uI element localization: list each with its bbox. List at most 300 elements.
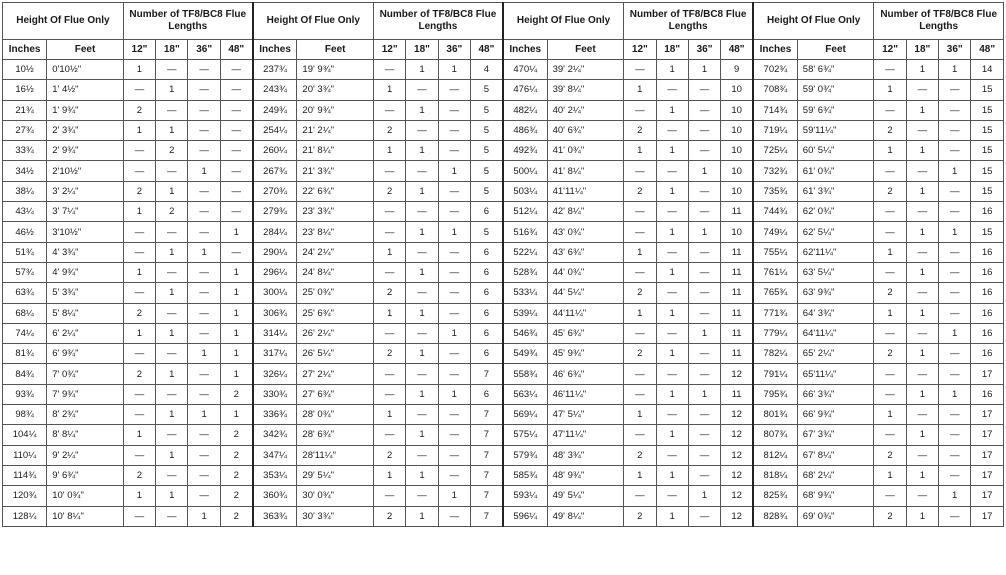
count-48-cell: 16	[971, 262, 1004, 282]
count-36-cell: —	[438, 425, 470, 445]
count-48-cell: 7	[471, 445, 503, 465]
count-12-cell: —	[123, 161, 155, 181]
count-12-cell: 1	[123, 486, 155, 506]
feet-cell: 41'11¼"	[547, 181, 624, 201]
count-18-cell: 1	[906, 425, 938, 445]
count-36-cell: —	[188, 323, 220, 343]
table-row	[3, 445, 1004, 465]
count-48-cell: 2	[220, 425, 252, 445]
count-48-cell: 12	[721, 486, 753, 506]
feet-cell: 24' 2¼"	[297, 242, 374, 262]
count-36-cell: 1	[438, 486, 470, 506]
feet-cell: 10' 8¼"	[47, 506, 124, 526]
inches-cell: 353¼	[253, 465, 297, 485]
count-18-cell: —	[906, 445, 938, 465]
count-36-cell: —	[438, 80, 470, 100]
inches-cell: 755¼	[753, 242, 797, 262]
count-18-cell: —	[156, 100, 188, 120]
count-18-cell: —	[906, 242, 938, 262]
feet-cell: 40' 2¼"	[547, 100, 624, 120]
feet-cell: 28' 6¾"	[297, 425, 374, 445]
flue-lengths-header: Number of TF8/BC8 Flue Lengths	[373, 3, 502, 40]
table-row	[3, 80, 1004, 100]
count-36-cell: 1	[939, 161, 971, 181]
count-48-cell: —	[220, 120, 252, 140]
count-12-cell: —	[373, 222, 405, 242]
length-12-header: 12"	[373, 40, 405, 60]
count-48-cell: 10	[721, 100, 753, 120]
count-12-cell: 2	[874, 445, 906, 465]
count-12-cell: —	[373, 161, 405, 181]
feet-cell: 21' 3¾"	[297, 161, 374, 181]
inches-cell: 104¼	[3, 425, 47, 445]
length-36-header: 36"	[939, 40, 971, 60]
feet-cell: 30' 3¾"	[297, 506, 374, 526]
inches-cell: 765¾	[753, 283, 797, 303]
count-36-cell: —	[688, 506, 720, 526]
count-48-cell: 15	[971, 181, 1004, 201]
inches-cell: 825¾	[753, 486, 797, 506]
header-row-columns	[3, 40, 1004, 60]
count-36-cell: —	[188, 202, 220, 222]
feet-cell: 40' 6¾"	[547, 120, 624, 140]
count-36-cell: —	[939, 364, 971, 384]
inches-cell: 719¼	[753, 120, 797, 140]
inches-cell: 782¼	[753, 344, 797, 364]
count-18-cell: —	[906, 161, 938, 181]
inches-cell: 744¾	[753, 202, 797, 222]
inches-cell: 68¼	[3, 303, 47, 323]
feet-cell: 25' 0¾"	[297, 283, 374, 303]
count-36-cell: —	[438, 100, 470, 120]
inches-cell: 749¼	[753, 222, 797, 242]
count-36-cell: —	[188, 60, 220, 80]
count-48-cell: 6	[471, 384, 503, 404]
count-18-cell: 1	[406, 100, 438, 120]
count-48-cell: 16	[971, 384, 1004, 404]
inches-cell: 579¾	[503, 445, 547, 465]
count-18-cell: —	[906, 323, 938, 343]
count-18-cell: —	[406, 486, 438, 506]
inches-cell: 16½	[3, 80, 47, 100]
count-18-cell: 1	[656, 181, 688, 201]
count-18-cell: —	[156, 60, 188, 80]
feet-cell: 3' 7¼"	[47, 202, 124, 222]
feet-cell: 62' 0¾"	[797, 202, 874, 222]
feet-cell: 30' 0¾"	[297, 486, 374, 506]
count-36-cell: —	[438, 120, 470, 140]
count-48-cell: 4	[471, 60, 503, 80]
count-12-cell: —	[874, 364, 906, 384]
count-48-cell: 17	[971, 465, 1004, 485]
inches-cell: 801¾	[753, 405, 797, 425]
count-12-cell: 1	[123, 425, 155, 445]
count-36-cell: —	[939, 100, 971, 120]
height-of-flue-header: Height Of Flue Only	[503, 3, 624, 40]
count-36-cell: —	[939, 141, 971, 161]
feet-cell: 7' 9¾"	[47, 384, 124, 404]
count-36-cell: —	[188, 120, 220, 140]
table-row	[3, 425, 1004, 445]
table-row	[3, 283, 1004, 303]
inches-cell: 546¾	[503, 323, 547, 343]
count-18-cell: 1	[906, 303, 938, 323]
feet-cell: 3' 2¼"	[47, 181, 124, 201]
count-48-cell: 16	[971, 303, 1004, 323]
table-row	[3, 161, 1004, 181]
count-12-cell: —	[373, 364, 405, 384]
feet-cell: 67' 3¾"	[797, 425, 874, 445]
count-48-cell: 5	[471, 120, 503, 140]
count-48-cell: 12	[721, 506, 753, 526]
inches-cell: 330¾	[253, 384, 297, 404]
length-12-header: 12"	[123, 40, 155, 60]
count-48-cell: 6	[471, 344, 503, 364]
count-36-cell: —	[939, 445, 971, 465]
table-body	[3, 60, 1004, 527]
feet-header: Feet	[297, 40, 374, 60]
count-48-cell: 1	[220, 323, 252, 343]
table-row	[3, 323, 1004, 343]
count-12-cell: 2	[123, 364, 155, 384]
length-12-header: 12"	[624, 40, 656, 60]
flue-lengths-header: Number of TF8/BC8 Flue Lengths	[624, 3, 753, 40]
count-36-cell: —	[188, 80, 220, 100]
count-18-cell: 1	[406, 141, 438, 161]
count-18-cell: —	[406, 80, 438, 100]
count-36-cell: —	[438, 465, 470, 485]
length-18-header: 18"	[906, 40, 938, 60]
count-48-cell: 17	[971, 425, 1004, 445]
count-36-cell: —	[688, 120, 720, 140]
feet-cell: 3'10½"	[47, 222, 124, 242]
inches-cell: 779¼	[753, 323, 797, 343]
count-36-cell: 1	[688, 222, 720, 242]
count-18-cell: —	[156, 262, 188, 282]
inches-cell: 120¾	[3, 486, 47, 506]
count-18-cell: —	[906, 120, 938, 140]
count-36-cell: —	[438, 344, 470, 364]
feet-cell: 65' 2¼"	[797, 344, 874, 364]
feet-cell: 46'11¼"	[547, 384, 624, 404]
inches-cell: 347¼	[253, 445, 297, 465]
feet-cell: 44' 0¾"	[547, 262, 624, 282]
count-48-cell: 16	[971, 202, 1004, 222]
feet-cell: 0'10½"	[47, 60, 124, 80]
inches-cell: 503¼	[503, 181, 547, 201]
count-12-cell: 2	[624, 181, 656, 201]
count-12-cell: —	[874, 486, 906, 506]
count-18-cell: 1	[406, 425, 438, 445]
count-48-cell: 11	[721, 384, 753, 404]
feet-cell: 63' 5¼"	[797, 262, 874, 282]
inches-header: Inches	[3, 40, 47, 60]
count-36-cell: —	[188, 486, 220, 506]
table-row	[3, 506, 1004, 526]
count-48-cell: 1	[220, 262, 252, 282]
inches-cell: 563¼	[503, 384, 547, 404]
feet-cell: 68' 2¼"	[797, 465, 874, 485]
count-48-cell: 12	[721, 364, 753, 384]
count-48-cell: 11	[721, 283, 753, 303]
table-row	[3, 262, 1004, 282]
count-18-cell: 1	[156, 364, 188, 384]
count-48-cell: 15	[971, 161, 1004, 181]
height-of-flue-header: Height Of Flue Only	[253, 3, 374, 40]
feet-cell: 44' 5¼"	[547, 283, 624, 303]
count-12-cell: 1	[624, 242, 656, 262]
count-12-cell: 2	[624, 445, 656, 465]
feet-cell: 45' 6¾"	[547, 323, 624, 343]
count-18-cell: —	[156, 384, 188, 404]
feet-header: Feet	[47, 40, 124, 60]
count-36-cell: —	[188, 425, 220, 445]
count-48-cell: 11	[721, 323, 753, 343]
count-12-cell: 2	[874, 283, 906, 303]
count-36-cell: —	[188, 141, 220, 161]
count-36-cell: —	[688, 242, 720, 262]
count-12-cell: —	[874, 323, 906, 343]
count-12-cell: 1	[624, 141, 656, 161]
count-36-cell: 1	[939, 384, 971, 404]
count-18-cell: 1	[156, 80, 188, 100]
count-36-cell: 1	[438, 161, 470, 181]
count-36-cell: —	[188, 181, 220, 201]
count-18-cell: —	[656, 283, 688, 303]
count-18-cell: —	[406, 242, 438, 262]
inches-cell: 284¼	[253, 222, 297, 242]
count-18-cell: —	[656, 202, 688, 222]
inches-cell: 569¼	[503, 405, 547, 425]
inches-cell: 267¾	[253, 161, 297, 181]
feet-cell: 2'10½"	[47, 161, 124, 181]
inches-cell: 470¼	[503, 60, 547, 80]
count-18-cell: 1	[406, 303, 438, 323]
count-48-cell: 10	[721, 120, 753, 140]
count-12-cell: 1	[373, 80, 405, 100]
length-18-header: 18"	[156, 40, 188, 60]
count-12-cell: —	[874, 100, 906, 120]
count-48-cell: 16	[971, 283, 1004, 303]
count-48-cell: 12	[721, 425, 753, 445]
count-36-cell: —	[688, 303, 720, 323]
inches-cell: 21¾	[3, 100, 47, 120]
feet-cell: 47' 5¼"	[547, 405, 624, 425]
count-48-cell: 1	[220, 303, 252, 323]
count-36-cell: 1	[438, 60, 470, 80]
count-36-cell: —	[688, 80, 720, 100]
feet-cell: 67' 8¼"	[797, 445, 874, 465]
count-18-cell: 1	[156, 323, 188, 343]
count-18-cell: —	[906, 364, 938, 384]
count-12-cell: —	[123, 344, 155, 364]
table-row	[3, 465, 1004, 485]
inches-cell: 486¾	[503, 120, 547, 140]
count-36-cell: —	[939, 405, 971, 425]
feet-cell: 6' 9¾"	[47, 344, 124, 364]
count-36-cell: —	[438, 262, 470, 282]
feet-cell: 69' 0¾"	[797, 506, 874, 526]
count-12-cell: 1	[874, 80, 906, 100]
count-48-cell: —	[220, 242, 252, 262]
feet-cell: 44'11¼"	[547, 303, 624, 323]
count-36-cell: —	[939, 506, 971, 526]
count-18-cell: —	[656, 323, 688, 343]
count-18-cell: 1	[906, 222, 938, 242]
count-18-cell: —	[656, 120, 688, 140]
feet-cell: 41' 8¼"	[547, 161, 624, 181]
count-48-cell: 10	[721, 141, 753, 161]
count-12-cell: —	[874, 425, 906, 445]
inches-cell: 300¼	[253, 283, 297, 303]
count-48-cell: 17	[971, 506, 1004, 526]
count-18-cell: —	[406, 120, 438, 140]
count-36-cell: 1	[188, 242, 220, 262]
count-12-cell: 2	[874, 120, 906, 140]
count-36-cell: 1	[688, 161, 720, 181]
count-12-cell: —	[874, 161, 906, 181]
count-18-cell: —	[906, 283, 938, 303]
inches-cell: 575¼	[503, 425, 547, 445]
inches-cell: 342¾	[253, 425, 297, 445]
inches-cell: 27¾	[3, 120, 47, 140]
count-48-cell: 5	[471, 141, 503, 161]
feet-cell: 59' 0¾"	[797, 80, 874, 100]
count-36-cell: —	[438, 364, 470, 384]
count-48-cell: 7	[471, 465, 503, 485]
count-36-cell: —	[688, 141, 720, 161]
inches-cell: 84¾	[3, 364, 47, 384]
count-12-cell: —	[123, 141, 155, 161]
feet-cell: 1' 4½"	[47, 80, 124, 100]
count-12-cell: 2	[624, 283, 656, 303]
inches-cell: 326¼	[253, 364, 297, 384]
height-of-flue-header: Height Of Flue Only	[753, 3, 874, 40]
count-36-cell: 1	[939, 60, 971, 80]
count-36-cell: 1	[688, 384, 720, 404]
table-row	[3, 120, 1004, 140]
feet-cell: 8' 2¾"	[47, 405, 124, 425]
count-18-cell: 1	[406, 344, 438, 364]
count-18-cell: —	[156, 465, 188, 485]
count-18-cell: —	[656, 486, 688, 506]
count-18-cell: —	[406, 445, 438, 465]
count-48-cell: 1	[220, 405, 252, 425]
count-12-cell: 2	[624, 120, 656, 140]
count-36-cell: —	[939, 425, 971, 445]
length-36-header: 36"	[688, 40, 720, 60]
count-36-cell: —	[688, 364, 720, 384]
feet-cell: 20' 9¾"	[297, 100, 374, 120]
inches-cell: 290¼	[253, 242, 297, 262]
count-36-cell: 1	[939, 222, 971, 242]
inches-cell: 114¾	[3, 465, 47, 485]
count-48-cell: 15	[971, 100, 1004, 120]
count-36-cell: —	[939, 120, 971, 140]
count-18-cell: —	[156, 344, 188, 364]
count-18-cell: —	[656, 80, 688, 100]
count-18-cell: 1	[906, 344, 938, 364]
feet-cell: 7' 0¾"	[47, 364, 124, 384]
table-row	[3, 222, 1004, 242]
count-18-cell: —	[406, 364, 438, 384]
count-48-cell: 2	[220, 486, 252, 506]
count-12-cell: 1	[624, 405, 656, 425]
feet-cell: 27' 6¾"	[297, 384, 374, 404]
count-18-cell: —	[656, 242, 688, 262]
table-row	[3, 364, 1004, 384]
count-12-cell: —	[373, 262, 405, 282]
count-12-cell: —	[123, 506, 155, 526]
count-18-cell: 1	[156, 181, 188, 201]
count-36-cell: —	[688, 283, 720, 303]
count-36-cell: —	[188, 100, 220, 120]
feet-cell: 25' 6¾"	[297, 303, 374, 323]
count-36-cell: —	[188, 222, 220, 242]
count-36-cell: —	[188, 384, 220, 404]
count-36-cell: —	[188, 364, 220, 384]
count-36-cell: —	[688, 262, 720, 282]
length-36-header: 36"	[438, 40, 470, 60]
count-12-cell: 2	[624, 344, 656, 364]
count-48-cell: 7	[471, 486, 503, 506]
count-36-cell: 1	[939, 323, 971, 343]
count-36-cell: 1	[188, 161, 220, 181]
count-18-cell: 1	[906, 465, 938, 485]
count-12-cell: —	[123, 445, 155, 465]
inches-cell: 558¾	[503, 364, 547, 384]
count-18-cell: —	[906, 202, 938, 222]
count-48-cell: 2	[220, 506, 252, 526]
count-12-cell: —	[624, 222, 656, 242]
count-48-cell: —	[220, 100, 252, 120]
count-18-cell: 1	[406, 506, 438, 526]
count-12-cell: 2	[373, 181, 405, 201]
count-48-cell: 16	[971, 242, 1004, 262]
count-12-cell: 1	[373, 242, 405, 262]
count-12-cell: 1	[373, 405, 405, 425]
count-18-cell: —	[656, 445, 688, 465]
count-12-cell: 1	[123, 120, 155, 140]
flue-length-table	[2, 2, 1004, 527]
inches-cell: 702¾	[753, 60, 797, 80]
count-12-cell: —	[373, 202, 405, 222]
count-48-cell: 15	[971, 141, 1004, 161]
count-12-cell: —	[874, 202, 906, 222]
feet-cell: 28'11¼"	[297, 445, 374, 465]
count-48-cell: 5	[471, 80, 503, 100]
count-36-cell: —	[688, 100, 720, 120]
inches-cell: 828¾	[753, 506, 797, 526]
count-12-cell: —	[624, 60, 656, 80]
feet-cell: 60' 5¼"	[797, 141, 874, 161]
count-18-cell: 1	[906, 141, 938, 161]
count-12-cell: 2	[874, 181, 906, 201]
count-48-cell: 12	[721, 445, 753, 465]
count-18-cell: 1	[656, 425, 688, 445]
count-48-cell: 7	[471, 405, 503, 425]
count-12-cell: 1	[874, 141, 906, 161]
table-row	[3, 344, 1004, 364]
length-36-header: 36"	[188, 40, 220, 60]
count-48-cell: 10	[721, 181, 753, 201]
count-12-cell: 1	[123, 262, 155, 282]
count-36-cell: —	[438, 303, 470, 323]
count-18-cell: 1	[656, 262, 688, 282]
feet-cell: 20' 3¾"	[297, 80, 374, 100]
inches-cell: 476¼	[503, 80, 547, 100]
inches-cell: 10½	[3, 60, 47, 80]
